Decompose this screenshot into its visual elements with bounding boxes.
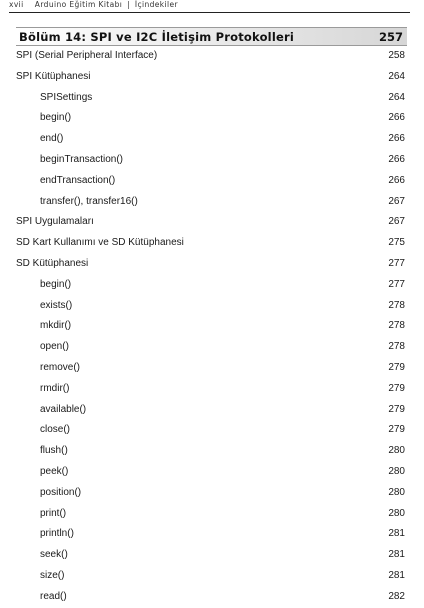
toc-entry-label: SPI Kütüphanesi: [16, 70, 91, 82]
toc-entry-page: 279: [388, 403, 405, 415]
toc-entry-label: endTransaction(): [40, 174, 116, 186]
toc-entry-label: size(): [40, 569, 65, 581]
toc-entry-page: 279: [388, 361, 405, 373]
toc-entry-label: SPISettings: [40, 91, 93, 103]
toc-entry: [16, 150, 407, 171]
toc-entry-page: 267: [388, 195, 405, 207]
toc-entry-page: 279: [388, 424, 405, 436]
header-rule: [9, 12, 410, 13]
toc-entry: [16, 108, 407, 129]
header-book-title: Arduino Eğitim Kitabı: [34, 0, 123, 9]
toc-entry-page: 281: [388, 549, 405, 561]
toc-entry-page: 281: [388, 569, 405, 581]
toc-entry-label: exists(): [40, 299, 73, 311]
toc-entry: [16, 400, 407, 421]
toc-entry: [16, 420, 407, 441]
toc-entry-page: 280: [388, 486, 405, 498]
toc-entry-page: 282: [388, 590, 405, 602]
toc-entry-label: begin(): [40, 112, 72, 124]
toc-entry-label: SD Kart Kullanımı ve SD Kütüphanesi: [16, 237, 184, 249]
toc-entry-label: flush(): [40, 445, 68, 457]
toc-entry-label: rmdir(): [40, 382, 70, 394]
toc-entry: [16, 296, 407, 317]
toc-entry: [16, 441, 407, 462]
toc-entry-page: 277: [388, 278, 405, 290]
toc-entry: [16, 67, 407, 88]
toc-entry: [16, 358, 407, 379]
header-page-number: xvii: [9, 0, 24, 9]
toc-entry-page: 266: [388, 133, 405, 145]
toc-entry-page: 277: [388, 257, 405, 269]
toc-entry-page: 281: [388, 528, 405, 540]
toc-entry-page: 266: [388, 112, 405, 124]
toc-entry-page: 275: [388, 237, 405, 249]
toc-entry: [16, 233, 407, 254]
toc-entry-page: 278: [388, 299, 405, 311]
toc-entry-page: 258: [388, 50, 405, 61]
toc-entry-page: 280: [388, 445, 405, 457]
toc-entry: [16, 46, 407, 67]
toc-entry: [16, 316, 407, 337]
toc-entry: [16, 212, 407, 233]
toc-entry-label: mkdir(): [40, 320, 72, 332]
toc-entry: [16, 129, 407, 150]
toc-entry: [16, 483, 407, 504]
toc-entry-page: 264: [388, 91, 405, 103]
toc-entry: [16, 379, 407, 400]
toc-entry-page: 278: [388, 320, 405, 332]
toc-entry: [16, 88, 407, 109]
toc-entry-label: SPI (Serial Peripheral Interface): [16, 50, 158, 61]
toc-entry-label: println(): [40, 528, 74, 540]
toc-entry-label: open(): [40, 341, 69, 353]
toc-entry-label: read(): [40, 590, 67, 602]
toc-entry: [16, 524, 407, 545]
toc-entry-label: end(): [40, 133, 64, 145]
header-section: İçindekiler: [134, 0, 178, 9]
toc-entry-label: position(): [40, 486, 82, 498]
toc-entry: [16, 171, 407, 192]
toc-entry-page: 279: [388, 382, 405, 394]
chapter-heading: [16, 27, 407, 46]
toc-entry-label: print(): [40, 507, 67, 519]
toc-entry-label: peek(): [40, 465, 69, 477]
toc-entry: [16, 504, 407, 525]
toc-entry-label: seek(): [40, 549, 68, 561]
toc-entry-page: 280: [388, 507, 405, 519]
toc-list: [16, 46, 407, 608]
toc-entry: [16, 566, 407, 587]
toc-entry: [16, 337, 407, 358]
toc-entry: [16, 254, 407, 275]
toc-entry: [16, 275, 407, 296]
toc-entry: [16, 192, 407, 213]
toc-entry-label: SPI Uygulamaları: [16, 216, 94, 228]
chapter-page-number: 257: [378, 29, 403, 44]
toc-entry: [16, 545, 407, 566]
toc-entry-label: beginTransaction(): [40, 153, 124, 165]
toc-entry-label: close(): [40, 424, 71, 436]
toc-entry-label: begin(): [40, 278, 72, 290]
chapter-title: Bölüm 14: SPI ve I2C İletişim Protokolleri: [19, 29, 294, 44]
toc-entry-label: remove(): [40, 361, 81, 373]
toc-entry: [16, 587, 407, 608]
toc-entry-label: SD Kütüphanesi: [16, 257, 89, 269]
toc-entry-label: transfer(), transfer16(): [40, 195, 138, 207]
toc-entry-page: 266: [388, 174, 405, 186]
toc-entry-page: 267: [388, 216, 405, 228]
toc-entry-page: 266: [388, 153, 405, 165]
toc-entry-label: available(): [40, 403, 87, 415]
toc-entry: [16, 462, 407, 483]
toc-entry-page: 280: [388, 465, 405, 477]
toc-entry-page: 278: [388, 341, 405, 353]
header-separator: |: [127, 0, 131, 9]
toc-entry-page: 264: [388, 70, 405, 82]
